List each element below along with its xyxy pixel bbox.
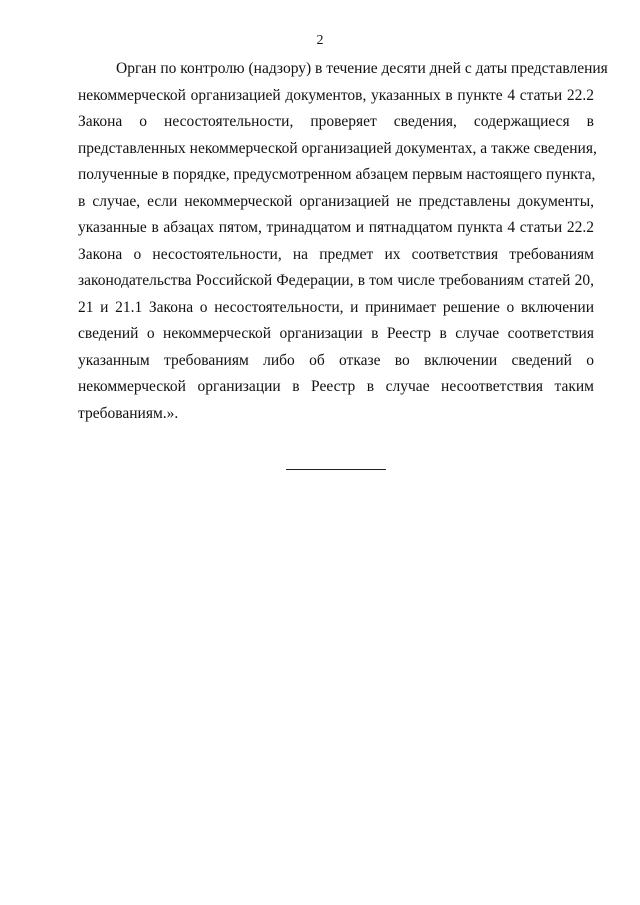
paragraph-line: некоммерческой организацией документов, указанных в пункте 4 статьи 22.2 — [78, 86, 594, 104]
paragraph-line: требованиям.». — [78, 404, 179, 422]
paragraph-line: полученные в порядке, предусмотренном абзацем первым настоящего пункта, — [78, 166, 596, 183]
paragraph-line: в случае, если некоммерческой организацией не представлены документы, — [78, 192, 594, 210]
paragraph-line: Закона о несостоятельности, на предмет их соответствия требованиям — [78, 245, 594, 263]
end-separator-line — [286, 469, 386, 470]
page-number: 2 — [316, 33, 324, 48]
paragraph-line: указанные в абзацах пятом, тринадцатом и пятнадцатом пункта 4 статьи 22.2 — [78, 219, 594, 236]
paragraph-line: законодательства Российской Федерации, в том числе требованиям статей 20, — [78, 272, 594, 289]
paragraph-line: 21 и 21.1 Закона о несостоятельности, и принимает решение о включении — [78, 298, 594, 316]
paragraph-line: указанным требованиям либо об отказе во включении сведений о — [78, 351, 594, 369]
paragraph-line: представленных некоммерческой организацией документах, а также сведения, — [78, 139, 597, 157]
document-paragraph — [78, 56, 608, 427]
paragraph-line: Орган по контролю (надзору) в течение десяти дней с даты представления — [116, 60, 608, 77]
paragraph-line: Закона о несостоятельности, проверяет сведения, содержащиеся в — [78, 113, 594, 130]
paragraph-line: некоммерческой организации в Реестр в случае несоответствия таким — [78, 378, 594, 395]
paragraph-line: сведений о некоммерческой организации в Реестр в случае соответствия — [78, 325, 594, 342]
